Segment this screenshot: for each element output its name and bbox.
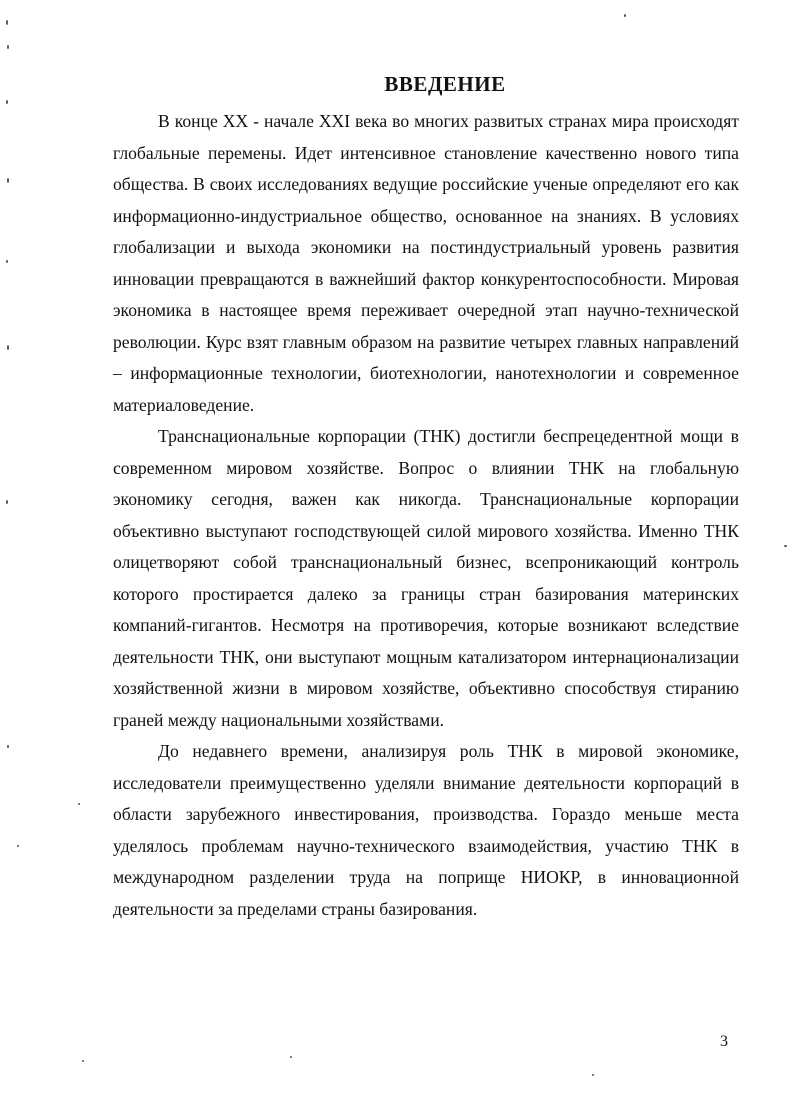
scan-speck bbox=[6, 260, 8, 263]
scan-speck bbox=[784, 545, 787, 547]
scan-speck bbox=[7, 45, 9, 49]
scan-speck bbox=[6, 500, 8, 504]
paragraph-1: В конце XX - начале XXI века во многих развитых странах мира происходят глобальные перемены. Идет интенсивное становление качественно нового типа общества. В своих исследованиях ведущие российские ученые определяют его как информационно-индустриальное общество, основанное на знаниях. В условиях глобализации и выхода экономики на постиндустриальный уровень развития инновации превращаются в важнейший фактор конкурентоспособности. Мировая экономика в настоящее время переживает очередной этап научно-технической революции. Курс взят главным образом на развитие четырех главных направлений – информационные технологии, биотехнологии, нанотехнологии и современное материаловедение. bbox=[113, 111, 739, 415]
scan-speck bbox=[290, 1056, 292, 1058]
paragraph-3: До недавнего времени, анализируя роль ТНК в мировой экономике, исследователи преимущественно уделяли внимание деятельности корпораций в области зарубежного инвестирования, производства. Гораздо меньше места уделялось проблемам научно-технического взаимодействия, участию ТНК в международном разделении труда на поприще НИОКР, в инновационной деятельности за пределами страны базирования. bbox=[113, 741, 739, 919]
page-number: 3 bbox=[720, 1033, 728, 1050]
scan-speck bbox=[78, 803, 80, 805]
scan-speck bbox=[6, 100, 8, 104]
scan-speck bbox=[17, 845, 19, 847]
page-title: ВВЕДЕНИЕ bbox=[384, 72, 506, 96]
paragraph-2: Транснациональные корпорации (ТНК) достигли беспрецедентной мощи в современном мировом хозяйстве. Вопрос о влиянии ТНК на глобальную экономику сегодня, важен как никогда. Транснациональные корпорации объективно выступают господствующей силой мирового хозяйства. Именно ТНК олицетворяют собой транснациональный бизнес, всепроникающий контроль которого простирается далеко за границы стран базирования материнских компаний-гигантов. Несмотря на противоречия, которые возникают вследствие деятельности ТНК, они выступают мощным катализатором интернационализации хозяйственной жизни в мировом хозяйстве, объективно способствуя стиранию граней между национальными хозяйствами. bbox=[113, 426, 739, 730]
scan-speck bbox=[624, 14, 626, 17]
scan-speck bbox=[82, 1060, 84, 1062]
scan-speck bbox=[6, 20, 8, 25]
body-text bbox=[113, 106, 739, 925]
scan-speck bbox=[592, 1074, 594, 1076]
scan-speck bbox=[7, 745, 9, 748]
scan-speck bbox=[7, 345, 9, 350]
scan-speck bbox=[7, 178, 9, 183]
